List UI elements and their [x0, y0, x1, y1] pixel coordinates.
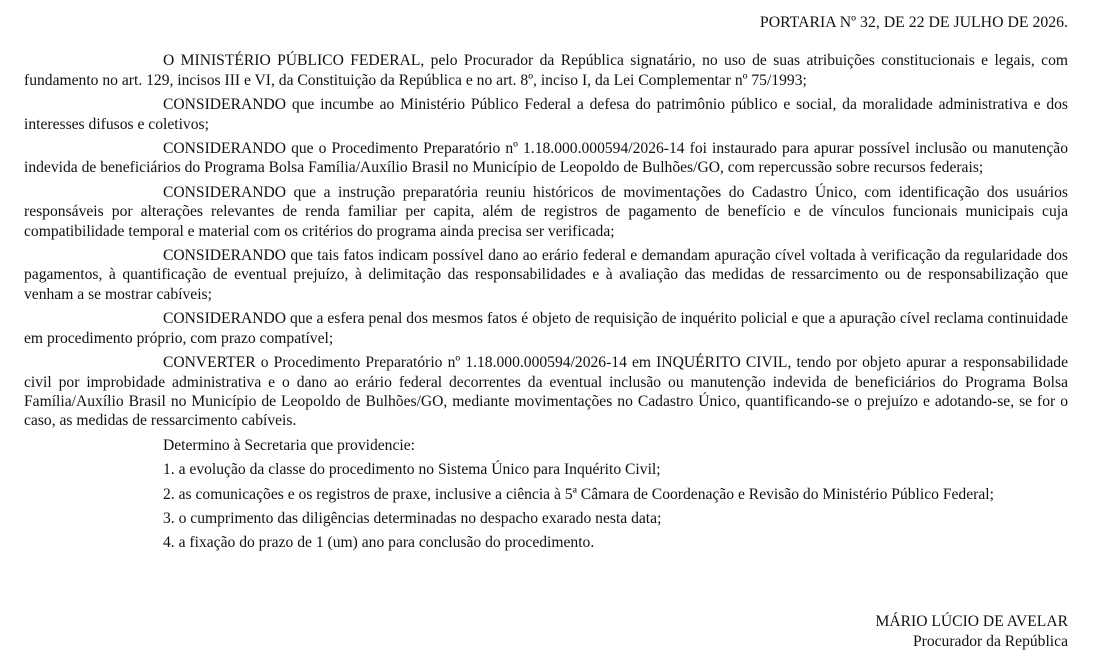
converter-paragraph: CONVERTER o Procedimento Preparatório nº 1.18.000.000594/2026-14 em INQUÉRITO CIVIL, tendo por objeto apurar a responsabilidade civil por improbidade administrativa e o dano ao erário federal decorrentes da eventual inclusão ou manutenção indevida de beneficiários do Programa Bolsa Família/Auxílio Brasil no Município de Leopoldo de Bulhões/GO, mediante movimentações no Cadastro Único, quantificando-se o prejuízo e adotando-se, se for o caso, as medidas de ressarcimento cabíveis. — [24, 354, 1068, 430]
considerando-paragraph-4: CONSIDERANDO que tais fatos indicam possível dano ao erário federal e demandam apuração cível voltada à verificação da regularidade dos pagamentos, à quantificação de eventual prejuízo, à delimitação das responsabilidades e à avaliação das medidas de ressarcimento ou de responsabilização que venham a se mostrar cabíveis; — [24, 247, 1068, 303]
considerando-paragraph-2: CONSIDERANDO que o Procedimento Preparatório nº 1.18.000.000594/2026-14 foi instaurado para apurar possível inclusão ou manutenção indevida de beneficiários do Programa Bolsa Família/Auxílio Brasil no Município de Leopoldo de Bulhões/GO, com repercussão sobre recursos federais; — [24, 140, 1068, 177]
list-item-2: 2. as comunicações e os registros de praxe, inclusive a ciência à 5ª Câmara de Coordenação e Revisão do Ministério Público Federal; — [163, 485, 994, 503]
determino-line: Determino à Secretaria que providencie: — [163, 436, 415, 454]
list-item-3: 3. o cumprimento das diligências determinadas no despacho exarado nesta data; — [163, 509, 662, 527]
considerando-paragraph-5: CONSIDERANDO que a esfera penal dos mesmos fatos é objeto de requisição de inquérito policial e que a apuração cível reclama continuidade em procedimento próprio, com prazo compatível; — [24, 310, 1068, 347]
signatory-name: MÁRIO LÚCIO DE AVELAR — [875, 613, 1068, 630]
signature-block — [876, 612, 1068, 652]
document-title: PORTARIA Nº 32, DE 22 DE JULHO DE 2026. — [759, 14, 1068, 31]
preamble-paragraph: O MINISTÉRIO PÚBLICO FEDERAL, pelo Procurador da República signatário, no uso de suas atribuições constitucionais e legais, com fundamento no art. 129, incisos III e VI, da Constituição da República e no art. 8º, inciso I, da Lei Complementar nº 75/1993; — [24, 52, 1068, 89]
considerando-paragraph-1: CONSIDERANDO que incumbe ao Ministério Público Federal a defesa do patrimônio público e social, da moralidade administrativa e dos interesses difusos e coletivos; — [24, 96, 1068, 133]
considerando-paragraph-3: CONSIDERANDO que a instrução preparatória reuniu históricos de movimentações do Cadastro Único, com identificação dos usuários responsáveis por alterações relevantes de renda familiar per capita, além de registros de pagamento de benefício e de vínculos funcionais municipais cuja compatibilidade temporal e material com os critérios do programa ainda precisa ser verificada; — [24, 183, 1068, 240]
signatory-role: Procurador da República — [912, 633, 1068, 650]
list-item-4: 4. a fixação do prazo de 1 (um) ano para conclusão do procedimento. — [163, 534, 595, 552]
list-item-1: 1. a evolução da classe do procedimento no Sistema Único para Inquérito Civil; — [163, 461, 661, 479]
